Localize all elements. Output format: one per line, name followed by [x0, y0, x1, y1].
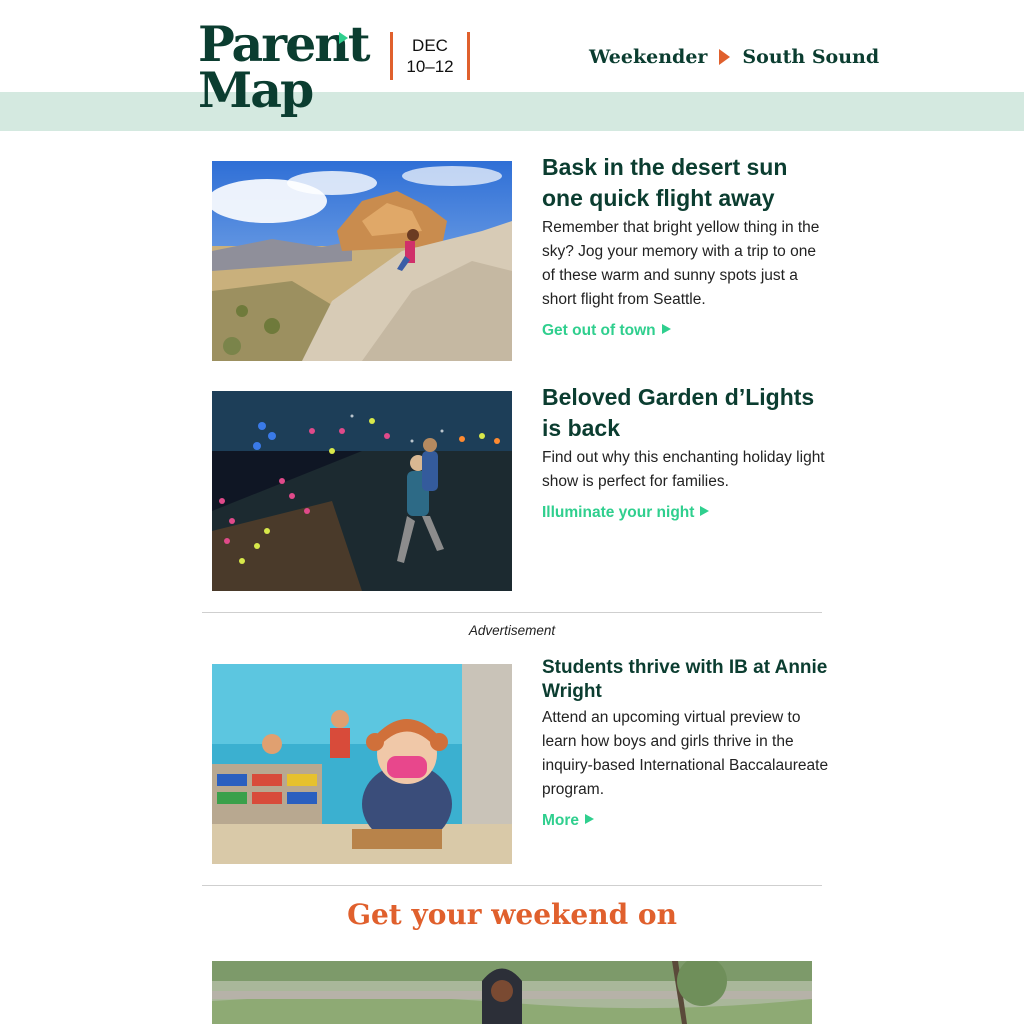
classroom-girl-photo[interactable] [212, 664, 512, 864]
issue-days: 10–12 [406, 57, 454, 76]
illuminate-your-night-link[interactable] [542, 504, 709, 522]
parentmap-logo[interactable] [198, 14, 369, 124]
logo-line1: Parent [198, 15, 369, 73]
desert-boulder-photo[interactable] [212, 161, 512, 361]
story-body: Remember that bright yellow thing in the sky? Jog your memory with a trip to one of these warm and sunny spots just a short flight from Seattle. [542, 219, 820, 308]
issue-month: DEC [412, 36, 448, 55]
cta-label: Illuminate your night [542, 504, 695, 521]
nav-south-sound[interactable]: South Sound [742, 46, 880, 68]
header [0, 0, 1024, 131]
play-arrow-icon [585, 814, 594, 824]
play-arrow-icon [700, 506, 709, 516]
logo-play-icon [339, 32, 348, 44]
divider [202, 885, 822, 886]
advertisement-label: Advertisement [468, 623, 556, 638]
divider [202, 612, 822, 613]
logo-line2: Map [198, 61, 313, 119]
garden-lights-photo[interactable] [212, 391, 512, 591]
issue-date [390, 32, 470, 80]
section-title: Get your weekend on [347, 898, 677, 931]
ad-title[interactable]: Students thrive with IB at Annie Wright [542, 657, 828, 702]
nav-weekender[interactable]: Weekender [589, 46, 708, 68]
weekend-hero-photo[interactable] [212, 961, 812, 1024]
get-out-of-town-link[interactable] [542, 322, 671, 340]
story-title[interactable]: Bask in the desert sun one quick flight away [542, 154, 788, 211]
more-link[interactable] [542, 812, 594, 830]
edition-nav [589, 44, 879, 70]
cta-label: More [542, 812, 580, 829]
ad-body: Attend an upcoming virtual preview to learn how boys and girls thrive in the inquiry-based International Baccalaureate program. [542, 709, 829, 798]
cta-label: Get out of town [542, 322, 656, 339]
arrow-right-icon [719, 49, 730, 65]
story-body: Find out why this enchanting holiday light show is perfect for families. [542, 449, 825, 490]
story-title[interactable]: Beloved Garden d’Lights is back [542, 384, 815, 441]
play-arrow-icon [662, 324, 671, 334]
